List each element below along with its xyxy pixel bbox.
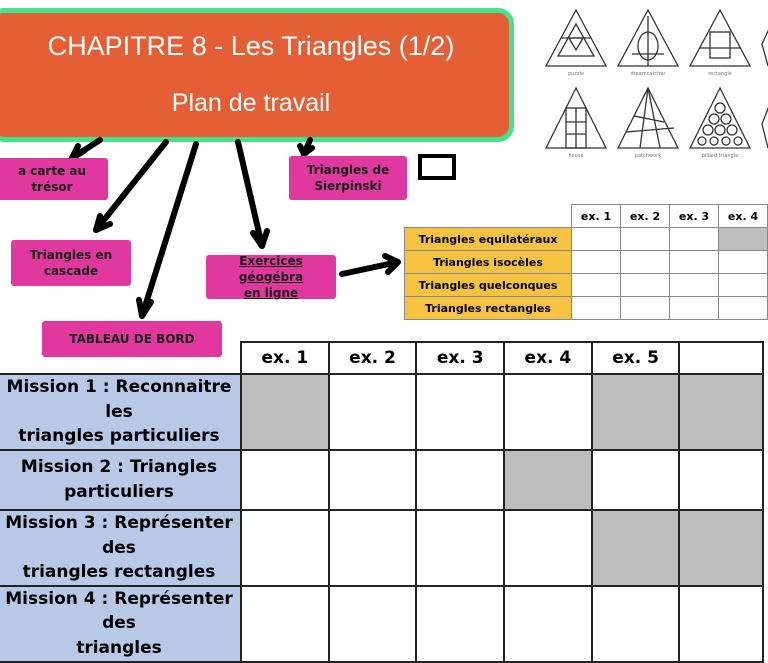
mission-cell[interactable]	[241, 450, 329, 510]
mission-cell-gray	[592, 374, 680, 450]
sierpinski-box[interactable]	[289, 156, 407, 200]
big-header-ex1: ex. 1	[241, 342, 329, 374]
mission-label: Mission 1 : Reconnaitre les triangles particuliers	[0, 374, 241, 450]
small-cell[interactable]	[670, 251, 719, 274]
small-cell-gray	[719, 228, 768, 251]
mission-row-3	[0, 510, 763, 586]
mission-cell-gray	[241, 374, 329, 450]
geogebra-link[interactable]: Exercices géogébra en ligne	[238, 253, 304, 301]
big-header-ex4: ex. 4	[504, 342, 592, 374]
thumb-caption-house: house	[568, 153, 584, 159]
cascade-box[interactable]	[11, 240, 131, 286]
small-header-ex3: ex. 3	[670, 205, 719, 228]
mission-cell[interactable]	[241, 510, 329, 586]
carte-au-tresor-label: a carte au trésor	[17, 163, 87, 194]
mission-cell-gray	[592, 510, 680, 586]
mission-row-4	[0, 586, 763, 662]
small-row-label: Triangles rectangles	[405, 297, 572, 320]
mission-label: Mission 4 : Représenter des triangles	[0, 586, 241, 662]
mission-row-1	[0, 374, 763, 450]
mission-cell[interactable]	[329, 374, 417, 450]
small-row-rectangles	[405, 297, 768, 320]
thumb-caption-rectangle: rectangle	[708, 71, 732, 77]
mission-cell-gray	[679, 510, 763, 586]
small-header-ex2: ex. 2	[621, 205, 670, 228]
small-header-ex4: ex. 4	[719, 205, 768, 228]
thumb-caption-patchwork: patchwork	[634, 153, 662, 159]
mission-cell[interactable]	[416, 586, 504, 662]
sierpinski-label: Triangles de Sierpinski	[306, 162, 390, 193]
small-cell[interactable]	[719, 274, 768, 297]
mission-cell[interactable]	[504, 374, 592, 450]
thumb-caption-puzzle: puzzle	[567, 71, 585, 77]
small-cell[interactable]	[719, 297, 768, 320]
mission-label: Mission 3 : Représenter des triangles rectangles	[0, 510, 241, 586]
big-table-corner	[0, 342, 241, 374]
small-cell[interactable]	[719, 251, 768, 274]
small-header-ex1: ex. 1	[572, 205, 621, 228]
small-cell[interactable]	[621, 228, 670, 251]
big-header-ex6	[679, 342, 763, 374]
mission-cell[interactable]	[592, 586, 680, 662]
big-header-ex3: ex. 3	[416, 342, 504, 374]
mission-cell[interactable]	[329, 586, 417, 662]
thumb-caption-billard: billard triangle	[701, 153, 739, 159]
mission-cell[interactable]	[504, 586, 592, 662]
small-progress-table	[404, 204, 768, 320]
mission-cell[interactable]	[679, 586, 763, 662]
chapter-subtitle: Plan de travail	[171, 89, 331, 117]
mission-cell[interactable]	[329, 450, 417, 510]
chapter-title: CHAPITRE 8 - Les Triangles (1/2)	[47, 31, 455, 61]
mission-cell[interactable]	[329, 510, 417, 586]
small-row-label: Triangles isocèles	[405, 251, 572, 274]
carte-au-tresor-box[interactable]	[0, 158, 108, 200]
small-cell[interactable]	[621, 274, 670, 297]
small-cell[interactable]	[621, 251, 670, 274]
mission-cell[interactable]	[416, 374, 504, 450]
small-table-corner	[405, 205, 572, 228]
small-cell[interactable]	[572, 228, 621, 251]
small-cell[interactable]	[572, 251, 621, 274]
mission-cell[interactable]	[416, 450, 504, 510]
small-cell[interactable]	[572, 274, 621, 297]
geogebra-link-box[interactable]	[206, 255, 336, 299]
small-cell[interactable]	[572, 297, 621, 320]
big-header-ex5: ex. 5	[592, 342, 680, 374]
small-row-isoceles	[405, 251, 768, 274]
small-cell[interactable]	[670, 228, 719, 251]
mission-cell-gray	[504, 450, 592, 510]
mission-cell[interactable]	[504, 510, 592, 586]
cascade-label: Triangles en cascade	[29, 247, 113, 278]
small-row-label: Triangles quelconques	[405, 274, 572, 297]
small-row-quelconques	[405, 274, 768, 297]
empty-square	[418, 154, 456, 180]
mission-cell[interactable]	[416, 510, 504, 586]
thumb-caption-dreamcatcher: dreamcatcher	[630, 71, 666, 77]
small-cell[interactable]	[670, 297, 719, 320]
small-cell[interactable]	[621, 297, 670, 320]
mission-row-2	[0, 450, 763, 510]
small-row-label: Triangles equilatéraux	[405, 228, 572, 251]
tableau-de-bord-label: TABLEAU DE BORD	[69, 331, 195, 346]
mission-cell-gray	[679, 374, 763, 450]
mission-cell[interactable]	[592, 450, 680, 510]
big-header-ex2: ex. 2	[329, 342, 417, 374]
mission-label: Mission 2 : Triangles particuliers	[0, 450, 241, 510]
mission-cell[interactable]	[241, 586, 329, 662]
small-row-equilateraux	[405, 228, 768, 251]
small-cell[interactable]	[670, 274, 719, 297]
mission-progress-table	[0, 341, 764, 663]
mission-cell[interactable]	[679, 450, 763, 510]
